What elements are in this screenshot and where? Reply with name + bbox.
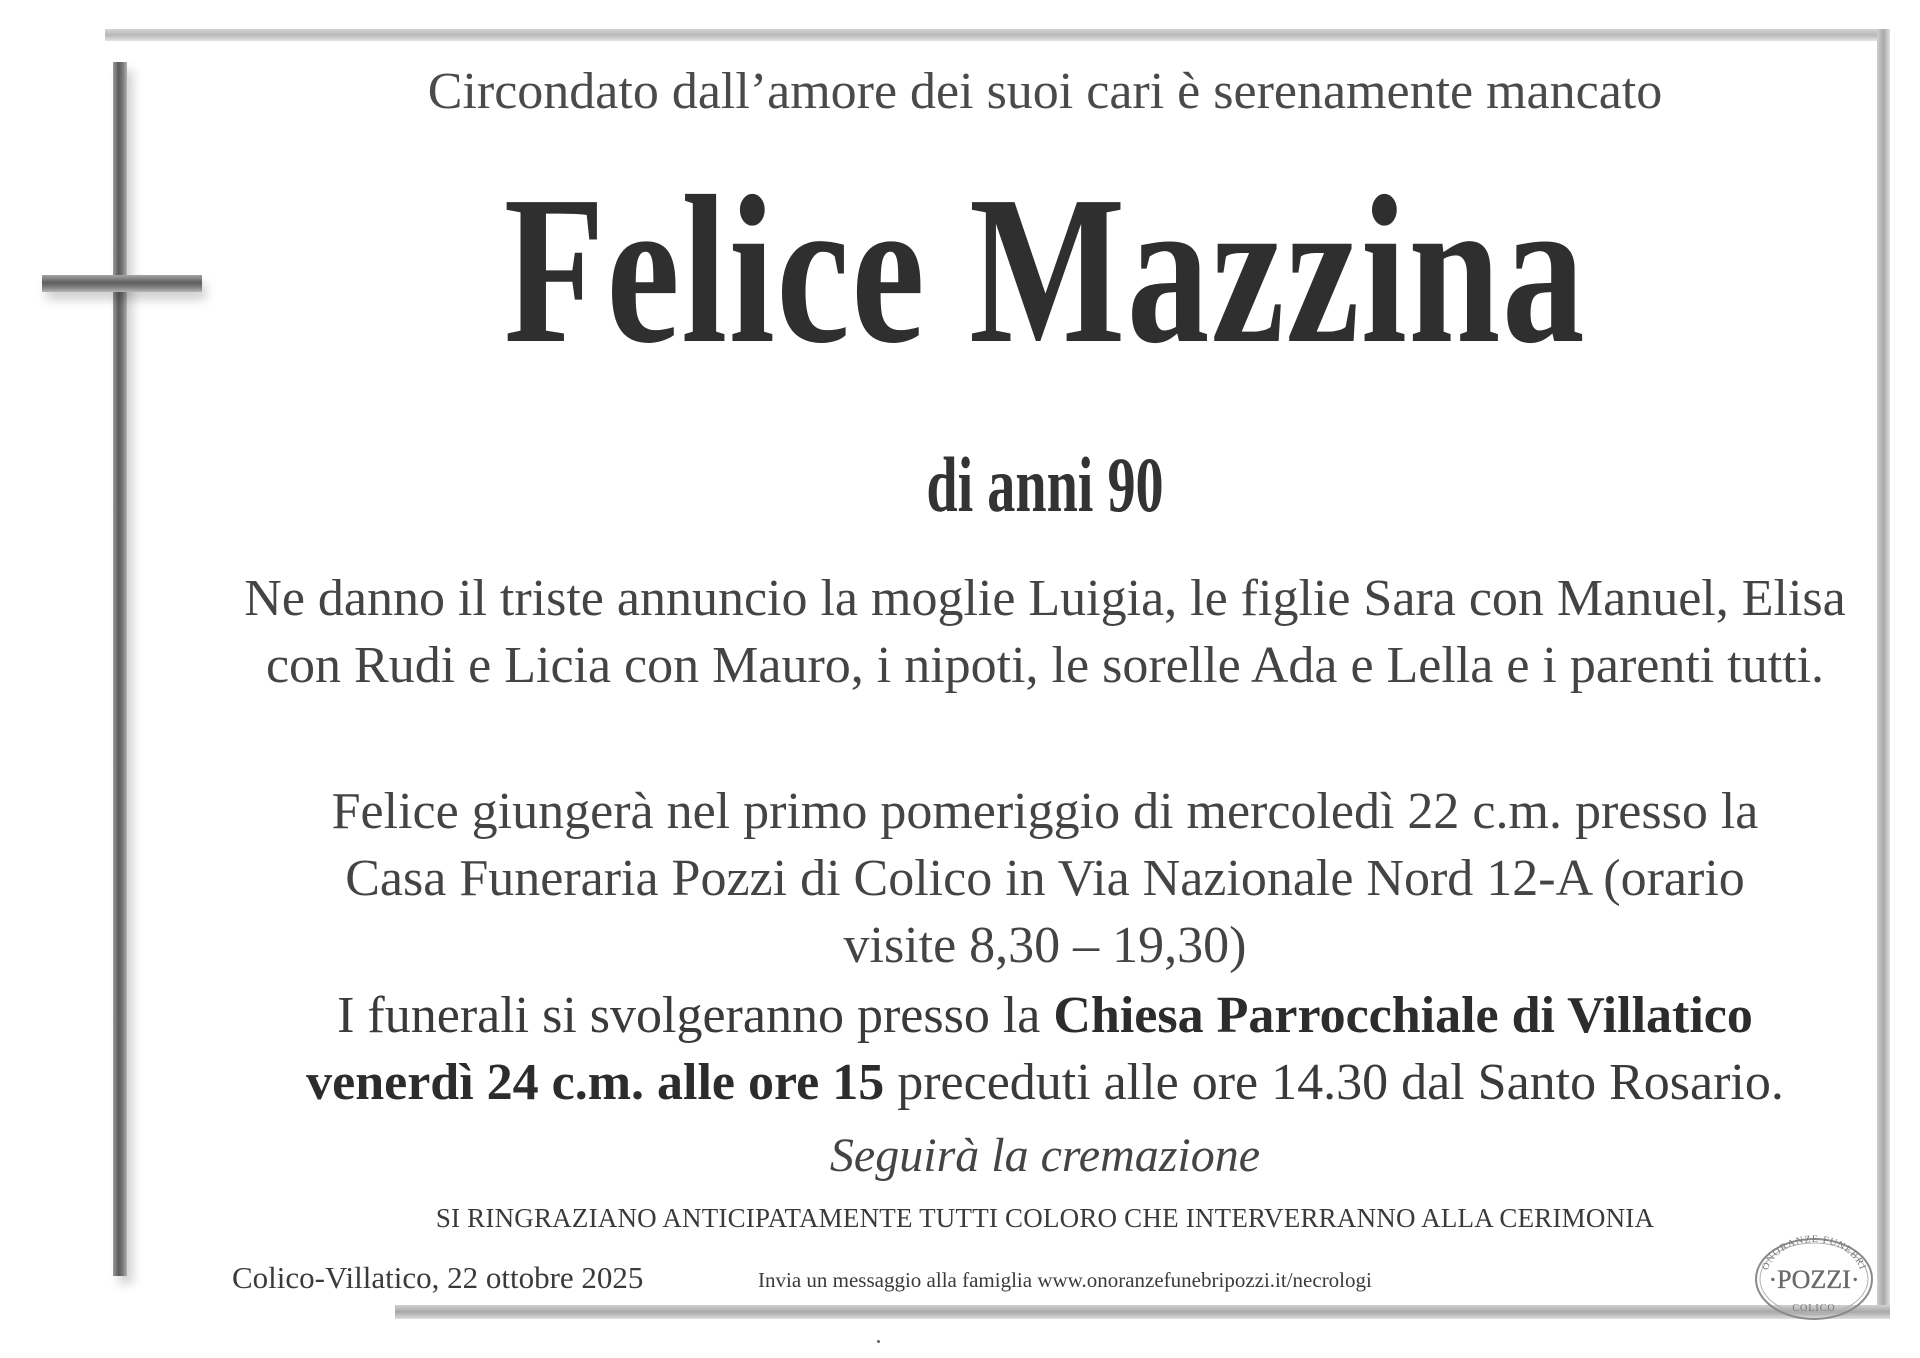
cross-icon-vertical-bar [113,62,127,1276]
arrival-line-3: visite 8,30 – 19,30) [843,917,1247,974]
place-date: Colico-Villatico, 22 ottobre 2025 [232,1260,644,1295]
announcement-paragraph: Ne danno il triste annuncio la moglie Luigia, le figlie Sara con Manuel, Elisa con Rudi e Licia con Mauro, i nipoti, le sorelle Ada e Lella e i parenti tutti. [244,570,1846,694]
frame-top-border [105,29,1890,41]
age-line: di anni 90 [926,441,1164,528]
deceased-name: Felice Mazzina [503,152,1587,387]
frame-right-border [1877,29,1890,1319]
logo-bottom-text: COLICO [1792,1303,1836,1314]
speck [877,1340,880,1343]
arrival-line-1: Felice giungerà nel primo pomeriggio di mercoledì 22 c.m. presso la [331,783,1759,840]
arrival-line-2: Casa Funeraria Pozzi di Colico in Via Nazionale Nord 12-A (orario [345,850,1745,907]
funeral-church: Chiesa Parrocchiale di Villatico [1053,987,1753,1044]
intro-line: Circondato dall’amore dei suoi cari è serenamente mancato [427,63,1663,120]
funeral-text-1: I funerali si svolgeranno presso la [337,987,1054,1044]
pozzi-logo [1744,1232,1884,1322]
logo-main-text: ·POZZI· [1768,1265,1860,1294]
funeral-paragraph [225,982,1865,1116]
message-link-text: Invia un messaggio alla famiglia www.onoranzefunebripozzi.it/necrologi [758,1268,1372,1292]
cremation-line: Seguirà la cremazione [829,1129,1261,1182]
frame-bottom-border [395,1305,1890,1319]
thanks-line: SI RINGRAZIANO ANTICIPATAMENTE TUTTI COLORO CHE INTERVERRANNO ALLA CERIMONIA [435,1203,1655,1233]
logo-top-text: ONORANZE FUNEBRI [1759,1233,1869,1272]
funeral-text-2: preceduti alle ore 14.30 dal Santo Rosario. [884,1054,1784,1111]
funeral-when: venerdì 24 c.m. alle ore 15 [306,1054,885,1111]
arrival-paragraph [225,778,1865,979]
cross-icon-horizontal-bar [42,275,202,292]
